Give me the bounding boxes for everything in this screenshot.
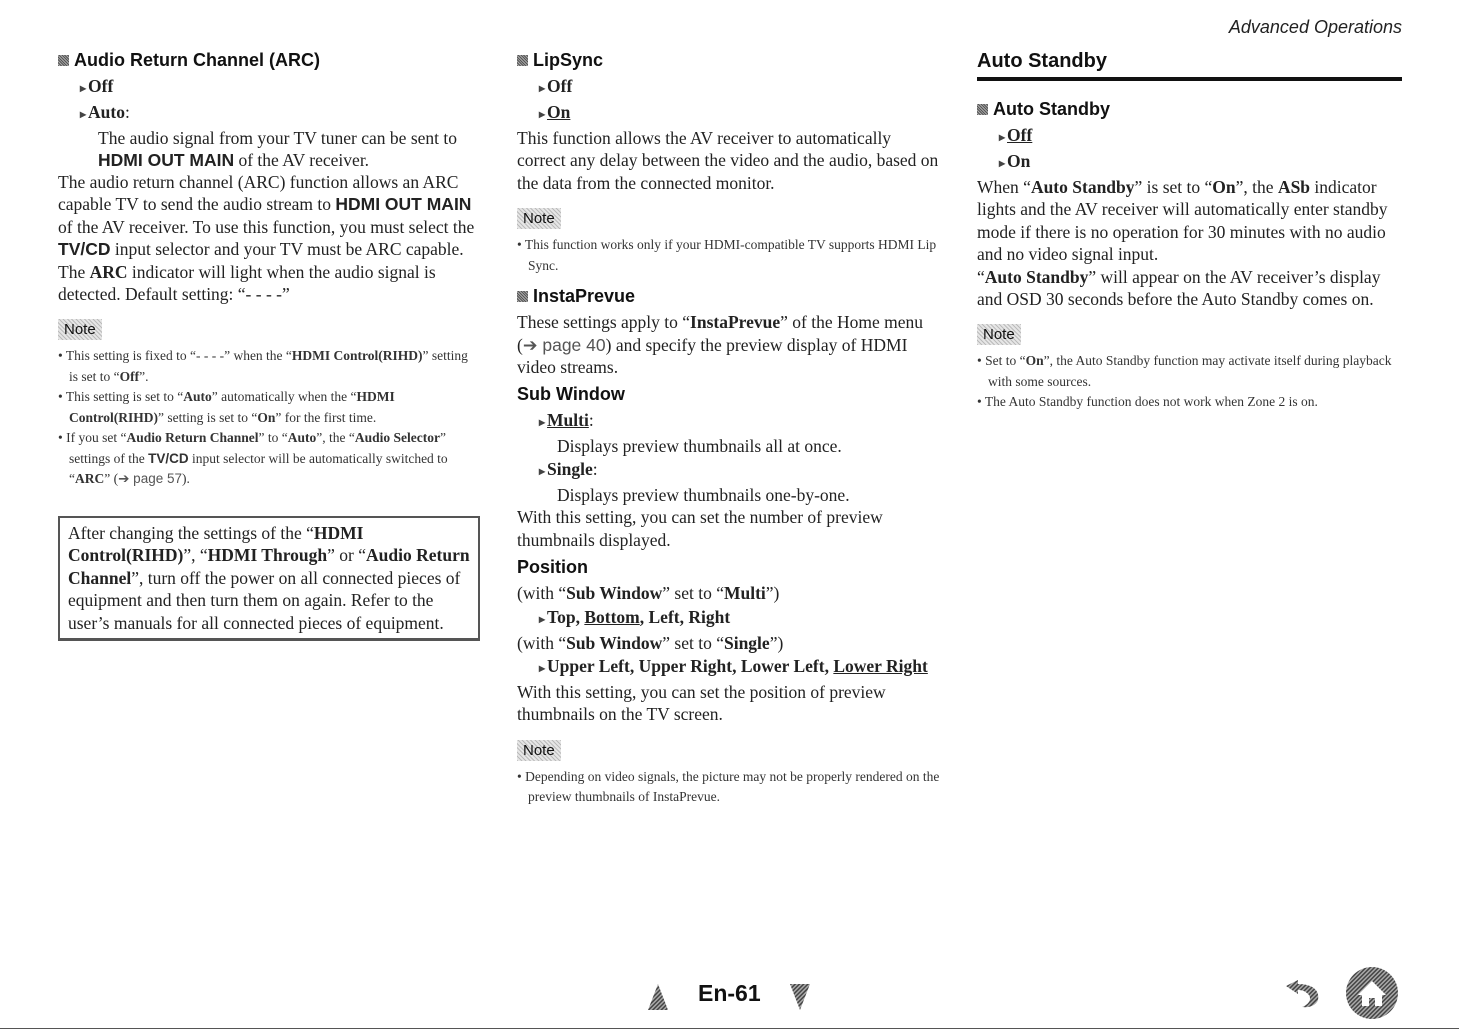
home-icon[interactable] xyxy=(1341,966,1403,1020)
position-multi-condition: (with “Sub Window” set to “Multi”) xyxy=(517,583,780,604)
note-badge: Note xyxy=(58,319,102,340)
auto-standby-option-on: ▸ On xyxy=(999,150,1402,174)
column-lipsync xyxy=(517,50,942,808)
note-item: • Depending on video signals, the picture may not be properly rendered on the preview thumbnails of InstaPrevue. xyxy=(517,767,942,808)
square-bullet-icon xyxy=(517,291,528,302)
option-auto: ▸ Auto: xyxy=(80,101,480,125)
option-single: ▸ Single: xyxy=(539,458,942,482)
arc-heading: Audio Return Channel (ARC) xyxy=(58,50,480,71)
auto-standby-paragraph-2: “Auto Standby” will appear on the AV receiver’s display and OSD 30 seconds before the Auto Standby comes on. xyxy=(977,266,1381,310)
section-header: Advanced Operations xyxy=(1228,17,1402,37)
option-multi: ▸ Multi: xyxy=(539,409,942,433)
position-single-options: ▸ Upper Left, Upper Right, Lower Left, Lower Right xyxy=(539,655,942,679)
note-item: • If you set “Audio Return Channel” to “Auto”, the “Audio Selector” settings of the TV/CD input selector will be automatically switched to “ARC” (➔ page 57). xyxy=(58,428,480,490)
arc-paragraph: The audio return channel (ARC) function allows an ARC capable TV to send the audio stream to HDMI OUT MAIN of the AV receiver. To use this function, you must select the TV/CD input selector and your TV must be ARC capable. The ARC indicator will light when the audio signal is detected. Default setting: “- - - -” xyxy=(58,172,475,305)
previous-page-icon[interactable] xyxy=(648,984,668,1010)
option-off: ▸ Off xyxy=(80,75,480,99)
note-badge: Note xyxy=(977,324,1021,345)
instaprevue-description: These settings apply to “InstaPrevue” of the Home menu (➔ page 40) and specify the preview display of HDMI video streams. xyxy=(517,312,923,378)
note-badge: Note xyxy=(517,740,561,761)
column-arc xyxy=(58,50,480,641)
single-description: Displays preview thumbnails one-by-one. xyxy=(557,485,850,506)
note-badge: Note xyxy=(517,208,561,229)
next-page-icon[interactable] xyxy=(790,984,810,1010)
position-single-condition: (with “Sub Window” set to “Single”) xyxy=(517,632,784,653)
square-bullet-icon xyxy=(977,104,988,115)
page-footer xyxy=(0,978,1459,1018)
auto-standby-paragraph-1: When “Auto Standby” is set to “On”, the ASb indicator lights and the AV receiver will automatically enter standby mode if there is no operation for 30 minutes with no audio and no video signal input. xyxy=(977,177,1388,265)
multi-description: Displays preview thumbnails all at once. xyxy=(557,436,842,457)
back-arrow-icon[interactable] xyxy=(1282,978,1324,1008)
note-item: • This setting is set to “Auto” automatically when the “HDMI Control(RIHD)” setting is set to “On” for the first time. xyxy=(58,387,480,428)
note-item: • The Auto Standby function does not work when Zone 2 is on. xyxy=(977,392,1402,413)
page-40-link[interactable]: ➔ page 40 xyxy=(522,334,606,355)
note-item: • This setting is fixed to “- - - -” when the “HDMI Control(RIHD)” setting is set to “Off”. xyxy=(58,346,480,387)
sub-window-heading: Sub Window xyxy=(517,384,625,405)
auto-standby-notes xyxy=(977,351,1402,413)
instaprevue-heading: InstaPrevue xyxy=(517,286,942,307)
lipsync-option-on: ▸ On xyxy=(539,101,942,125)
auto-standby-title: Auto Standby xyxy=(977,50,1402,81)
page-number: En-61 xyxy=(698,980,761,1006)
page-57-link[interactable]: ➔ page 57 xyxy=(118,471,182,487)
note-item: • This function works only if your HDMI-compatible TV supports HDMI Lip Sync. xyxy=(517,235,942,276)
lipsync-description: This function allows the AV receiver to automatically correct any delay between the video and the audio, based on the data from the connected monitor. xyxy=(517,128,939,193)
position-heading: Position xyxy=(517,557,588,578)
bottom-rule xyxy=(0,1028,1459,1029)
position-multi-options: ▸ Top, Bottom, Left, Right xyxy=(539,606,942,630)
position-paragraph: With this setting, you can set the position of preview thumbnails on the TV screen. xyxy=(517,682,886,725)
auto-standby-option-off: ▸ Off xyxy=(999,124,1402,148)
square-bullet-icon xyxy=(58,55,69,66)
position-notes xyxy=(517,767,942,808)
auto-description: The audio signal from your TV tuner can be sent to HDMI OUT MAIN of the AV receiver. xyxy=(98,128,457,170)
lipsync-notes xyxy=(517,235,942,276)
lipsync-option-off: ▸ Off xyxy=(539,75,942,99)
lipsync-heading: LipSync xyxy=(517,50,942,71)
note-item: • Set to “On”, the Auto Standby function may activate itself during playback with some sources. xyxy=(977,351,1402,392)
caution-box: After changing the settings of the “HDMI Control(RIHD)”, “HDMI Through” or “Audio Return Channel”, turn off the power on all connected pieces of equipment and then turn them on again. Refer to the user’s manuals for all connected pieces of equipment. xyxy=(58,516,480,641)
arc-notes xyxy=(58,346,480,490)
square-bullet-icon xyxy=(517,55,528,66)
sub-window-paragraph: With this setting, you can set the number of preview thumbnails displayed. xyxy=(517,507,883,550)
auto-standby-heading: Auto Standby xyxy=(977,99,1402,120)
column-auto-standby xyxy=(977,50,1402,413)
